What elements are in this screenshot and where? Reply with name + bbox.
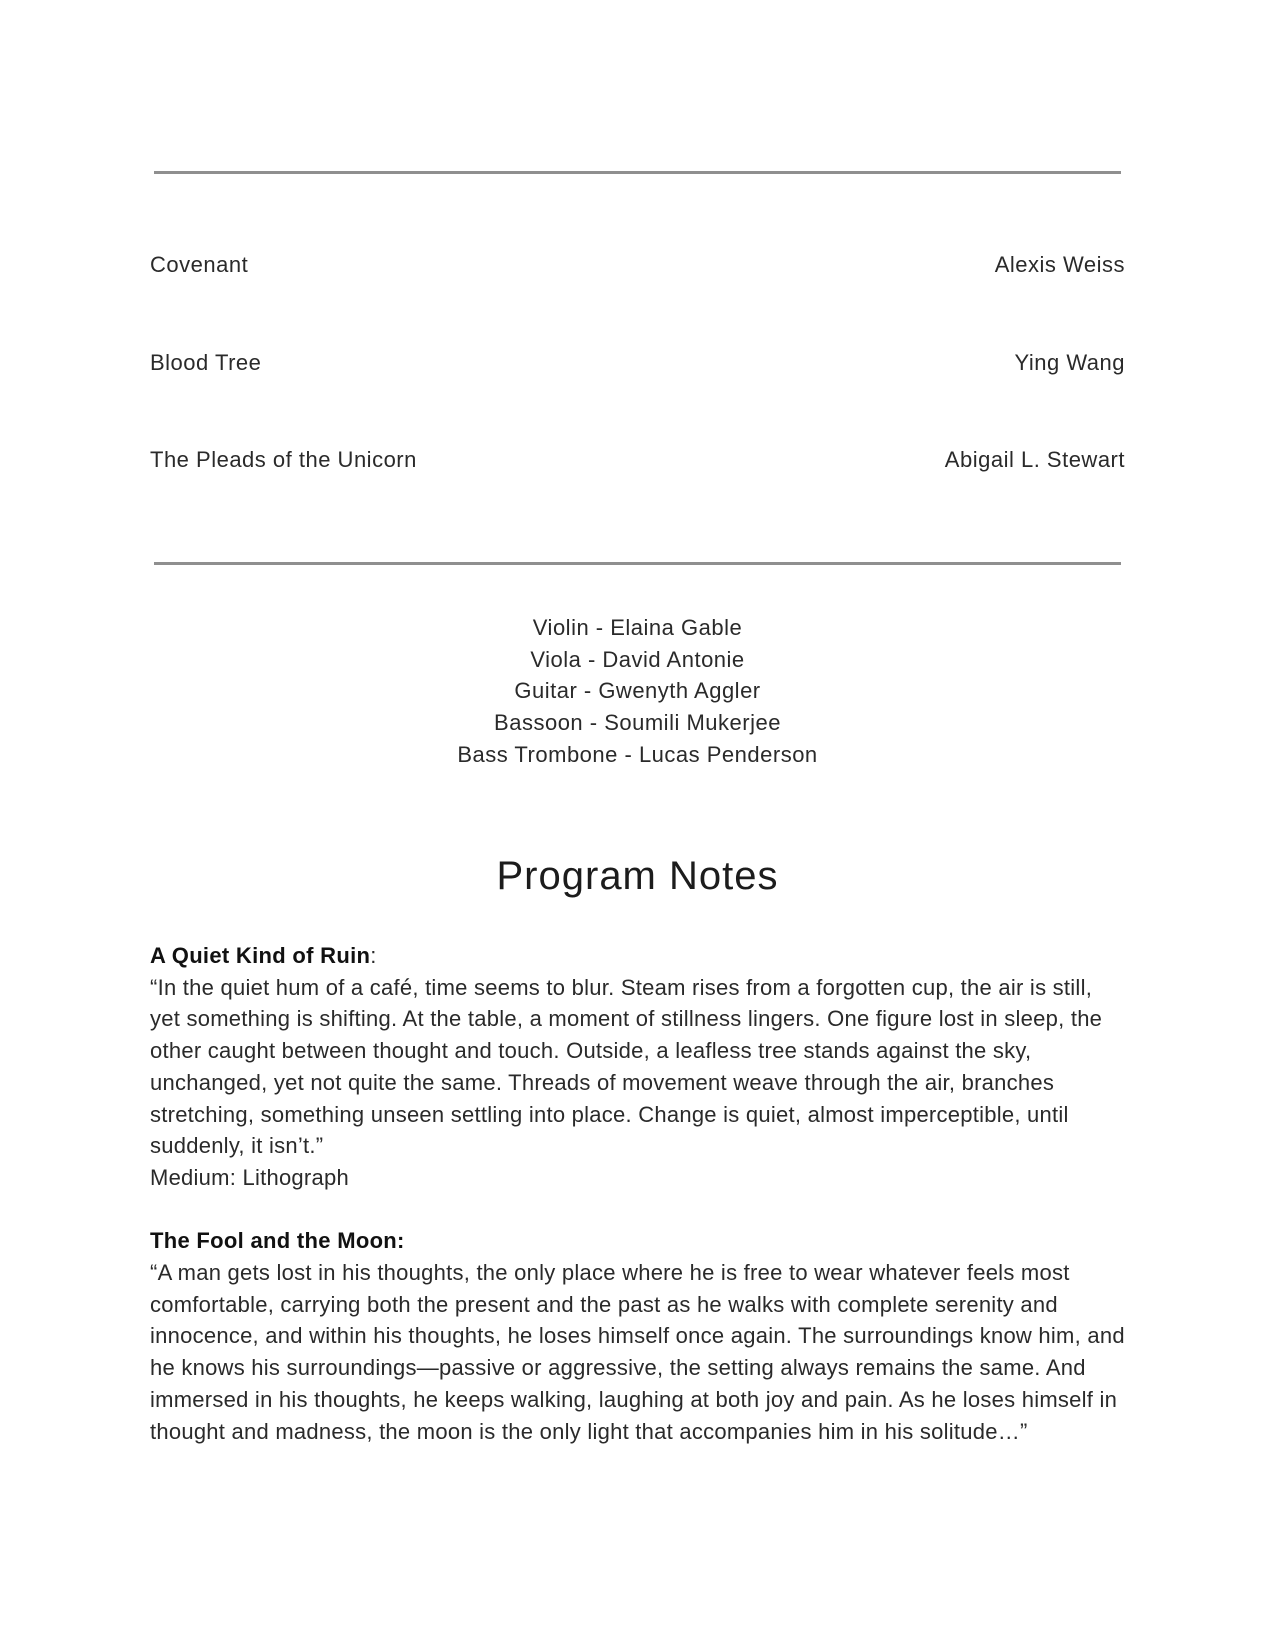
note-heading — [150, 1225, 1128, 1257]
performer-line: Violin - Elaina Gable — [532, 615, 743, 640]
note-body-text: “A man gets lost in his thoughts, the only place where he is free to wear whatever feels most comfortable, carrying both the present and the past as he walks with complete serenity and innocence, and within his thoughts, he loses himself once again. The surroundings know him, and he knows his surroundings—passive or aggressive, the setting always remains the same. And immersed in his thoughts, he keeps walking, laughing at both joy and pain. As he loses himself in thought and madness, the moon is the only light that accompanies him in his solitude…” — [150, 1260, 1125, 1444]
composer-name: Ying Wang — [1014, 350, 1125, 375]
note-body-text: “In the quiet hum of a café, time seems to blur. Steam rises from a forgotten cup, the air is still, yet something is shifting. At the table, a moment of stillness lingers. One figure lost in sleep, the other caught between thought and touch. Outside, a leafless tree stands against the sky, unchanged, yet not quite the same. Threads of movement weave through the air, branches stretching, something unseen settling into place. Change is quiet, almost imperceptible, until suddenly, it isn’t.” — [150, 974, 1103, 1159]
program-item-row — [150, 445, 1125, 475]
piece-title: Covenant — [150, 252, 249, 277]
note-medium-line: Medium: Lithograph — [150, 1164, 349, 1190]
middle-divider-rule — [154, 562, 1121, 565]
composer-name: Abigail L. Stewart — [944, 447, 1125, 472]
piece-title: Blood Tree — [150, 350, 262, 375]
program-item-row — [150, 250, 1125, 280]
performer-line: Viola - David Antonie — [530, 646, 745, 672]
note-heading-text: A Quiet Kind of Ruin — [150, 943, 371, 968]
performer-line: Bassoon - Soumili Mukerjee — [494, 710, 781, 736]
performers-list — [0, 612, 1275, 771]
top-divider-rule — [154, 171, 1121, 174]
note-heading-text: The Fool and the Moon: — [150, 1228, 405, 1254]
note-heading — [150, 940, 1128, 972]
composer-name: Alexis Weiss — [994, 252, 1125, 277]
piece-title: The Pleads of the Unicorn — [150, 447, 417, 472]
program-notes-section — [150, 940, 1128, 1447]
performer-line: Guitar - Gwenyth Aggler — [514, 678, 761, 704]
program-notes-title: Program Notes — [496, 854, 779, 898]
program-item-row — [150, 348, 1125, 378]
note-heading-colon: : — [370, 943, 377, 968]
performer-line: Bass Trombone - Lucas Penderson — [457, 741, 818, 767]
